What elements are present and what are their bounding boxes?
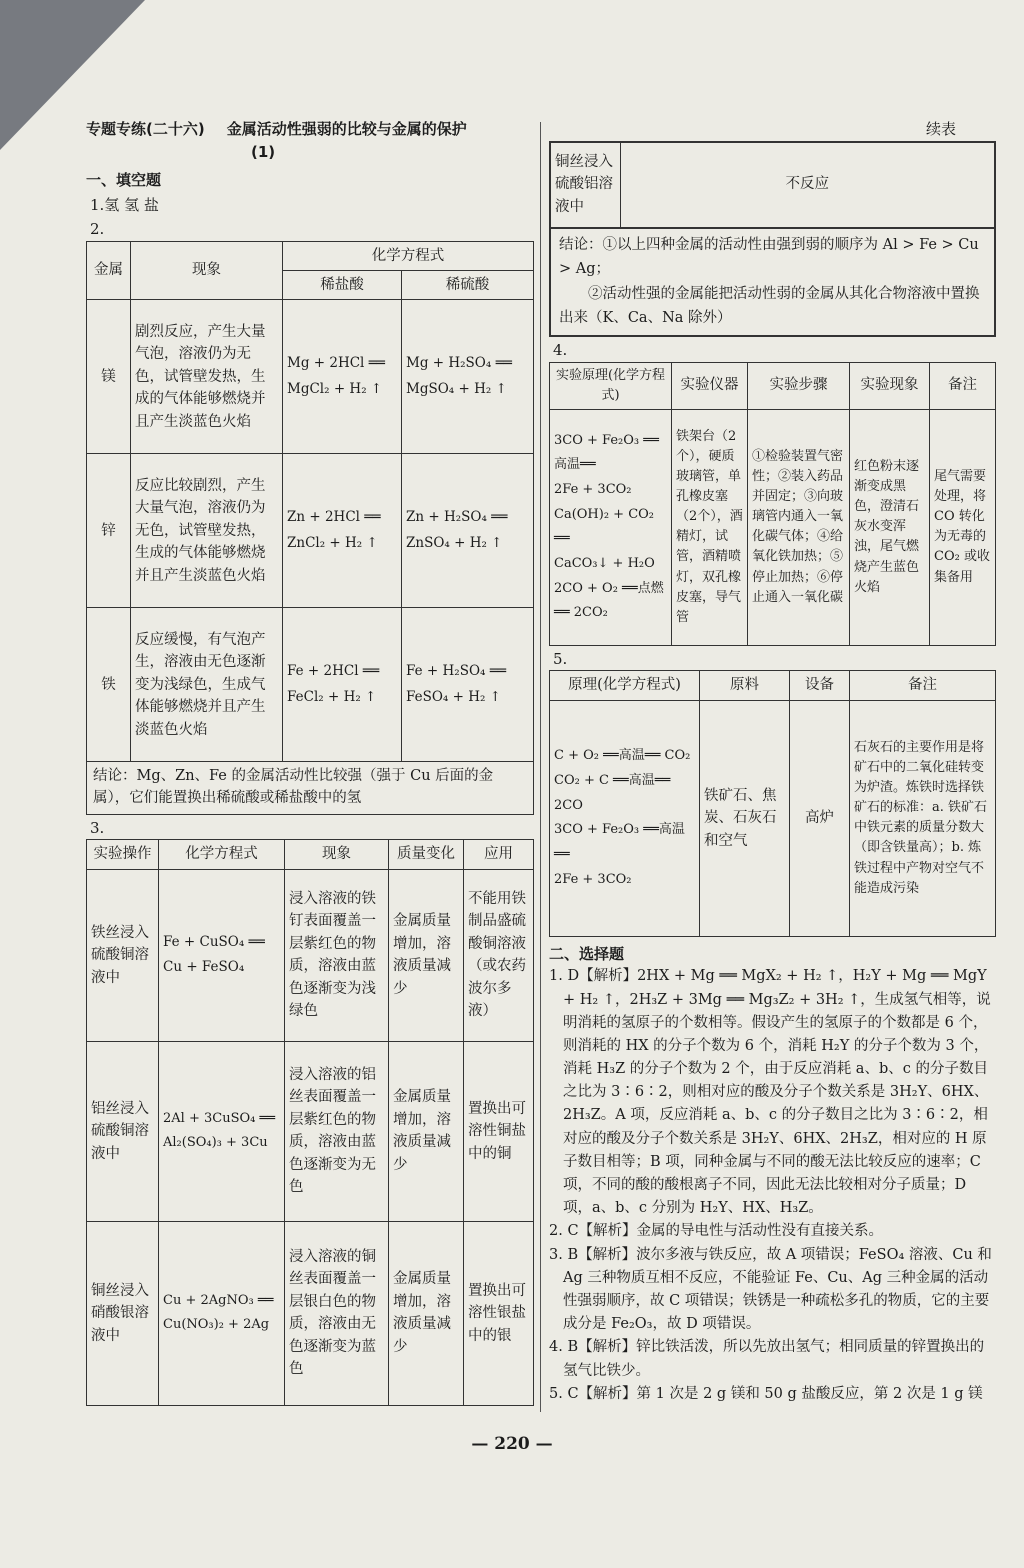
table-row: [87, 1041, 534, 1221]
th-materials: 原料: [700, 671, 790, 700]
operation-cell: 铜丝浸入硫酸铝溶液中: [550, 142, 620, 228]
title-prefix: 专题专练(二十六): [86, 120, 205, 138]
choice-answers: [549, 965, 996, 1406]
title-part: (1): [251, 142, 276, 161]
th-equipment: 设备: [790, 671, 850, 700]
list-item: 5. C【解析】第 1 次是 2 g 镁和 50 g 盐酸反应，第 2 次是 1 g 镁: [549, 1385, 983, 1402]
section-choice: 二、选择题: [549, 944, 625, 963]
th-principle: 实验原理(化学方程式): [550, 362, 672, 409]
th-principle: 原理(化学方程式): [550, 671, 700, 700]
table-q3: [86, 839, 534, 1405]
apparatus-cell: 铁架台（2个），硬质玻璃管，单孔橡皮塞（2个），酒精灯，试管，酒精喷灯，双孔橡皮塞，导气管: [672, 409, 748, 645]
metal-cell: 锌: [87, 454, 131, 608]
table-row: [87, 300, 534, 454]
list-item: 2. C【解析】金属的导电性与活动性没有直接关系。: [549, 1223, 884, 1240]
hcl-equation: Fe + 2HCl ══ FeCl₂ + H₂ ↑: [283, 608, 402, 762]
table-row: [87, 869, 534, 1041]
th-hcl: 稀盐酸: [283, 270, 402, 299]
th-steps: 实验步骤: [748, 362, 850, 409]
table-row: [87, 454, 534, 608]
operation-cell: 铁丝浸入硫酸铜溶液中: [87, 869, 159, 1041]
section-fill-in: 一、填空题: [86, 171, 162, 189]
th-note: 备注: [850, 671, 996, 700]
conclusion-line-2: ②活动性强的金属能把活动性弱的金属从其化合物溶液中置换出来（K、Ca、Na 除外）: [559, 285, 980, 327]
phenomenon-cell: 浸入溶液的铁钉表面覆盖一层紫红色的物质，溶液由蓝色逐渐变为浅绿色: [285, 869, 389, 1041]
h2so4-equation: Zn + H₂SO₄ ══ ZnSO₄ + H₂ ↑: [402, 454, 534, 608]
th-h2so4: 稀硫酸: [402, 270, 534, 299]
th-phenomenon: 现象: [131, 241, 283, 300]
answer-1: 1.氢 氢 盐: [90, 195, 159, 214]
q3-conclusion: [549, 229, 996, 338]
table-row: [87, 608, 534, 762]
th-equation: 化学方程式: [159, 840, 285, 869]
list-item: 4. B【解析】锌比铁活泼，所以先放出氢气；相同质量的锌置换出的氢气比铁少。: [549, 1339, 985, 1379]
table-row: [550, 700, 996, 936]
equipment-cell: 高炉: [790, 700, 850, 936]
th-application: 应用: [464, 840, 534, 869]
th-operation: 实验操作: [87, 840, 159, 869]
answer-5-num: 5.: [553, 649, 568, 668]
left-column: [86, 118, 534, 1406]
th-equation: 化学方程式: [283, 241, 534, 270]
page-title: [86, 118, 534, 141]
principle-cell: C + O₂ ══高温══ CO₂ CO₂ + C ══高温══ 2CO 3CO + Fe₂O₃ ══高温══ 2Fe + 3CO₂: [550, 700, 700, 936]
hcl-equation: Mg + 2HCl ══ MgCl₂ + H₂ ↑: [283, 300, 402, 454]
table-row: [87, 1221, 534, 1405]
answer-4-num: 4.: [553, 341, 568, 360]
mass-cell: 金属质量增加，溶液质量减少: [389, 1041, 464, 1221]
metal-cell: 镁: [87, 300, 131, 454]
phenomenon-cell: 反应比较剧烈，产生大量气泡，溶液仍为无色，试管壁发热，生成的气体能够燃烧并且产生淡蓝色火焰: [131, 454, 283, 608]
th-mass-change: 质量变化: [389, 840, 464, 869]
th-apparatus: 实验仪器: [672, 362, 748, 409]
hcl-equation: Zn + 2HCl ══ ZnCl₂ + H₂ ↑: [283, 454, 402, 608]
operation-cell: 铝丝浸入硫酸铜溶液中: [87, 1041, 159, 1221]
application-cell: 置换出可溶性铜盐中的铜: [464, 1041, 534, 1221]
table-row: [550, 409, 996, 645]
mass-cell: 金属质量增加，溶液质量减少: [389, 869, 464, 1041]
phenomenon-cell: 浸入溶液的铝丝表面覆盖一层紫红色的物质，溶液由蓝色逐渐变为无色: [285, 1041, 389, 1221]
table-q4: [549, 362, 996, 646]
phenomenon-cell: 浸入溶液的铜丝表面覆盖一层银白色的物质，溶液由无色逐渐变为蓝色: [285, 1221, 389, 1405]
equation-cell: Cu + 2AgNO₃ ══ Cu(NO₃)₂ + 2Ag: [159, 1221, 285, 1405]
note-cell: 尾气需要处理，将 CO 转化为无毒的 CO₂ 或收集备用: [930, 409, 996, 645]
q2-conclusion: 结论：Mg、Zn、Fe 的金属活动性比较强（强于 Cu 后面的金属），它们能置换出稀硫酸或稀盐酸中的氢: [86, 762, 534, 815]
list-item: 1. D【解析】2HX + Mg ══ MgX₂ + H₂ ↑，H₂Y + Mg ══ MgY + H₂ ↑，2H₃Z + 3Mg ══ Mg₃Z₂ + 3H₂ ↑，生成氢气相等，说明消耗的氢原子的个数相等。假设产生的氢原子的个数都是 6 个，则消耗的 HX 的分子个数为 6 个，消耗 H₂Y 的分子个数为 3 个，消耗 H₃Z 的分子个数为 2 个，由于反应消耗 a、b、c 的分子数目之比为 3∶6∶2，则相对应的酸及分子个数关系是 3H₂Y、6HX、2H₃Z。A 项，反应消耗 a、b、c 的分子数目之比为 3∶6∶2，相对应的酸及分子个数关系是 3H₂Y、6HX、2H₃Z，相对应的 H 原子数目相等；B 项，同种金属与不同的酸无法比较反应的速率；C 项，不同的酸的酸根离子不同，因此无法比较相对分子质量；D 项，a、b、c 分别为 H₂Y、HX、H₃Z。: [549, 968, 991, 1217]
application-cell: 置换出可溶性银盐中的银: [464, 1221, 534, 1405]
h2so4-equation: Mg + H₂SO₄ ══ MgSO₄ + H₂ ↑: [402, 300, 534, 454]
list-item: 3. B【解析】波尔多液与铁反应，故 A 项错误；FeSO₄ 溶液、Cu 和 Ag 三种物质互相不反应，不能验证 Fe、Cu、Ag 三种金属的活动性强弱顺序，故 C 项错误；铁锈是一种疏松多孔的物质，它的主要成分是 Fe₂O₃，故 D 项错误。: [549, 1246, 992, 1333]
th-phenomenon: 实验现象: [850, 362, 930, 409]
operation-cell: 铜丝浸入硝酸银溶液中: [87, 1221, 159, 1405]
application-cell: 不能用铁制品盛硫酸铜溶液（或农药波尔多液）: [464, 869, 534, 1041]
note-cell: 石灰石的主要作用是将矿石中的二氧化硅转变为炉渣。炼铁时选择铁矿石的标准：a. 铁矿石中铁元素的质量分数大（即含铁量高）；b. 炼铁过程中产物对空气不能造成污染: [850, 700, 996, 936]
metal-cell: 铁: [87, 608, 131, 762]
continued-label: 续表: [925, 120, 956, 138]
answer-3-num: 3.: [90, 818, 105, 837]
phenomenon-cell: 剧烈反应，产生大量气泡，溶液仍为无色，试管壁发热，生成的气体能够燃烧并且产生淡蓝色火焰: [131, 300, 283, 454]
principle-cell: 3CO + Fe₂O₃ ══高温══ 2Fe + 3CO₂ Ca(OH)₂ + CO₂ ══ CaCO₃↓ + H₂O 2CO + O₂ ══点燃══ 2CO₂: [550, 409, 672, 645]
conclusion-line-1: 结论：①以上四种金属的活动性由强到弱的顺序为 Al > Fe > Cu > Ag；: [559, 236, 979, 278]
result-cell: 不反应: [620, 142, 995, 228]
column-divider: [540, 122, 541, 1412]
phenomenon-cell: 反应缓慢，有气泡产生，溶液由无色逐渐变为浅绿色，生成气体能够燃烧并且产生淡蓝色火焰: [131, 608, 283, 762]
phenomenon-cell: 红色粉末逐渐变成黑色，澄清石灰水变浑浊，尾气燃烧产生蓝色火焰: [850, 409, 930, 645]
mass-cell: 金属质量增加，溶液质量减少: [389, 1221, 464, 1405]
right-column: [549, 118, 996, 1406]
page-number: — 220 —: [471, 1434, 553, 1454]
equation-cell: 2Al + 3CuSO₄ ══ Al₂(SO₄)₃ + 3Cu: [159, 1041, 285, 1221]
title-main: 金属活动性强弱的比较与金属的保护: [226, 120, 467, 138]
table-q5: [549, 670, 996, 936]
steps-cell: ①检验装置气密性；②装入药品并固定；③向玻璃管内通入一氧化碳气体；④给氧化铁加热；⑤停止加热；⑥停止通入一氧化碳: [748, 409, 850, 645]
materials-cell: 铁矿石、焦炭、石灰石和空气: [700, 700, 790, 936]
th-phenomenon: 现象: [285, 840, 389, 869]
answer-2-num: 2.: [90, 220, 105, 238]
table-q2: [86, 241, 534, 763]
equation-cell: Fe + CuSO₄ ══ Cu + FeSO₄: [159, 869, 285, 1041]
th-metal: 金属: [87, 241, 131, 300]
h2so4-equation: Fe + H₂SO₄ ══ FeSO₄ + H₂ ↑: [402, 608, 534, 762]
table-q3-continued: [549, 141, 996, 229]
th-note: 备注: [930, 362, 996, 409]
table-row: [550, 142, 995, 228]
